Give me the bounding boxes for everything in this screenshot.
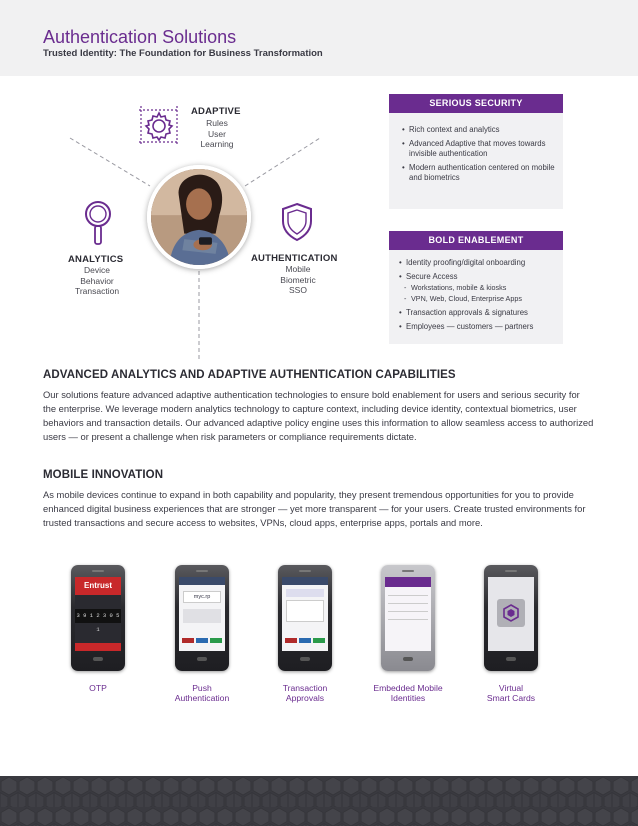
list-sub-item: - VPN, Web, Cloud, Enterprise Apps <box>399 294 555 304</box>
page-header <box>0 0 638 76</box>
phone-screen <box>75 577 121 651</box>
list-item: • Identity proofing/digital onboarding <box>399 258 555 268</box>
phone-otp <box>48 565 148 693</box>
section-body-mobile: As mobile devices continue to expand in both capability and popularity, they present tremendous opportunities for you to provide enhanced digital business experiences that are stronger — yet more transparent — for your users. Create trusted environments for trusted transactions and secure access to websites, VPNs, cloud apps, enterprise apps, portals and more. <box>43 489 586 528</box>
smart-card-chip-icon <box>488 577 534 651</box>
magnifier-icon <box>82 200 114 246</box>
analytics-title: ANALYTICS <box>68 254 124 265</box>
phone-device <box>71 565 125 671</box>
list-item: • Rich context and analytics <box>402 125 555 135</box>
analytics-items: Device Behavior Transaction <box>74 265 120 296</box>
phone-screen <box>385 577 431 651</box>
shield-icon <box>280 202 314 242</box>
list-item: • Advanced Adaptive that moves towards invisible authentication <box>402 139 555 159</box>
list-item: • Transaction approvals & signatures <box>399 308 555 318</box>
phone-push <box>152 565 252 703</box>
phone-device <box>278 565 332 671</box>
phone-screen <box>488 577 534 651</box>
serious-security-list <box>389 113 563 195</box>
person-illustration <box>151 169 247 265</box>
mobile-phones-row <box>0 565 638 715</box>
phone-label-otp: OTP <box>89 683 107 693</box>
phone-label-embedded: Embedded Mobile Identities <box>373 683 443 703</box>
phone-screen <box>179 577 225 651</box>
otp-code: 3 9 1 2 3 0 5 1 <box>75 609 121 623</box>
list-item: • Employees — customers — partners <box>399 322 555 332</box>
gear-icon <box>137 104 181 148</box>
phone-device <box>175 565 229 671</box>
page-subtitle: Trusted Identity: The Foundation for Business Transformation <box>43 48 323 59</box>
hexagon-pattern <box>0 776 638 826</box>
phone-embedded <box>358 565 458 703</box>
section-heading-mobile: MOBILE INNOVATION <box>43 469 164 481</box>
capabilities-diagram <box>0 76 380 366</box>
phone-label-virtual: Virtual Smart Cards <box>486 683 536 703</box>
phone-screen <box>282 577 328 651</box>
adaptive-items: Rules User Learning <box>200 118 234 149</box>
bold-enablement-title: BOLD ENABLEMENT <box>389 231 563 250</box>
push-brand: myc.rp <box>183 591 221 603</box>
authentication-title: AUTHENTICATION <box>251 253 338 264</box>
bold-enablement-list <box>389 250 563 344</box>
list-item: • Modern authentication centered on mobile and biometrics <box>402 163 555 183</box>
phone-label-push: Push Authentication <box>174 683 230 703</box>
phone-device <box>484 565 538 671</box>
phone-label-transaction: Transaction Approvals <box>282 683 328 703</box>
person-with-phone-photo <box>147 165 251 269</box>
bold-enablement-panel <box>389 231 563 344</box>
otp-brand: Entrust <box>75 577 121 595</box>
list-item: • Secure Access <box>399 272 555 282</box>
list-sub-item: - Workstations, mobile & kiosks <box>399 283 555 293</box>
footer-hex-pattern <box>0 776 638 826</box>
serious-security-title: SERIOUS SECURITY <box>389 94 563 113</box>
phone-virtual <box>461 565 561 703</box>
section-heading-analytics: ADVANCED ANALYTICS AND ADAPTIVE AUTHENTICATION CAPABILITIES <box>43 369 456 381</box>
serious-security-panel <box>389 94 563 209</box>
authentication-items: Mobile Biometric SSO <box>280 264 316 295</box>
page-title: Authentication Solutions <box>43 27 237 47</box>
section-body-analytics: Our solutions feature advanced adaptive authentication technologies to ensure bold enablement for users and serious security for the enterprise. We leverage modern analytics technology to capture context, including device identity, contextual biometrics, user behaviors and transaction details. Our advanced adaptive policy engine uses this information to allow seamless access to authorized users — or present a challenge when risk parameters or compliance requirements dictate. <box>43 389 594 442</box>
adaptive-title: ADAPTIVE <box>191 106 241 117</box>
phone-transaction <box>255 565 355 703</box>
phone-device <box>381 565 435 671</box>
